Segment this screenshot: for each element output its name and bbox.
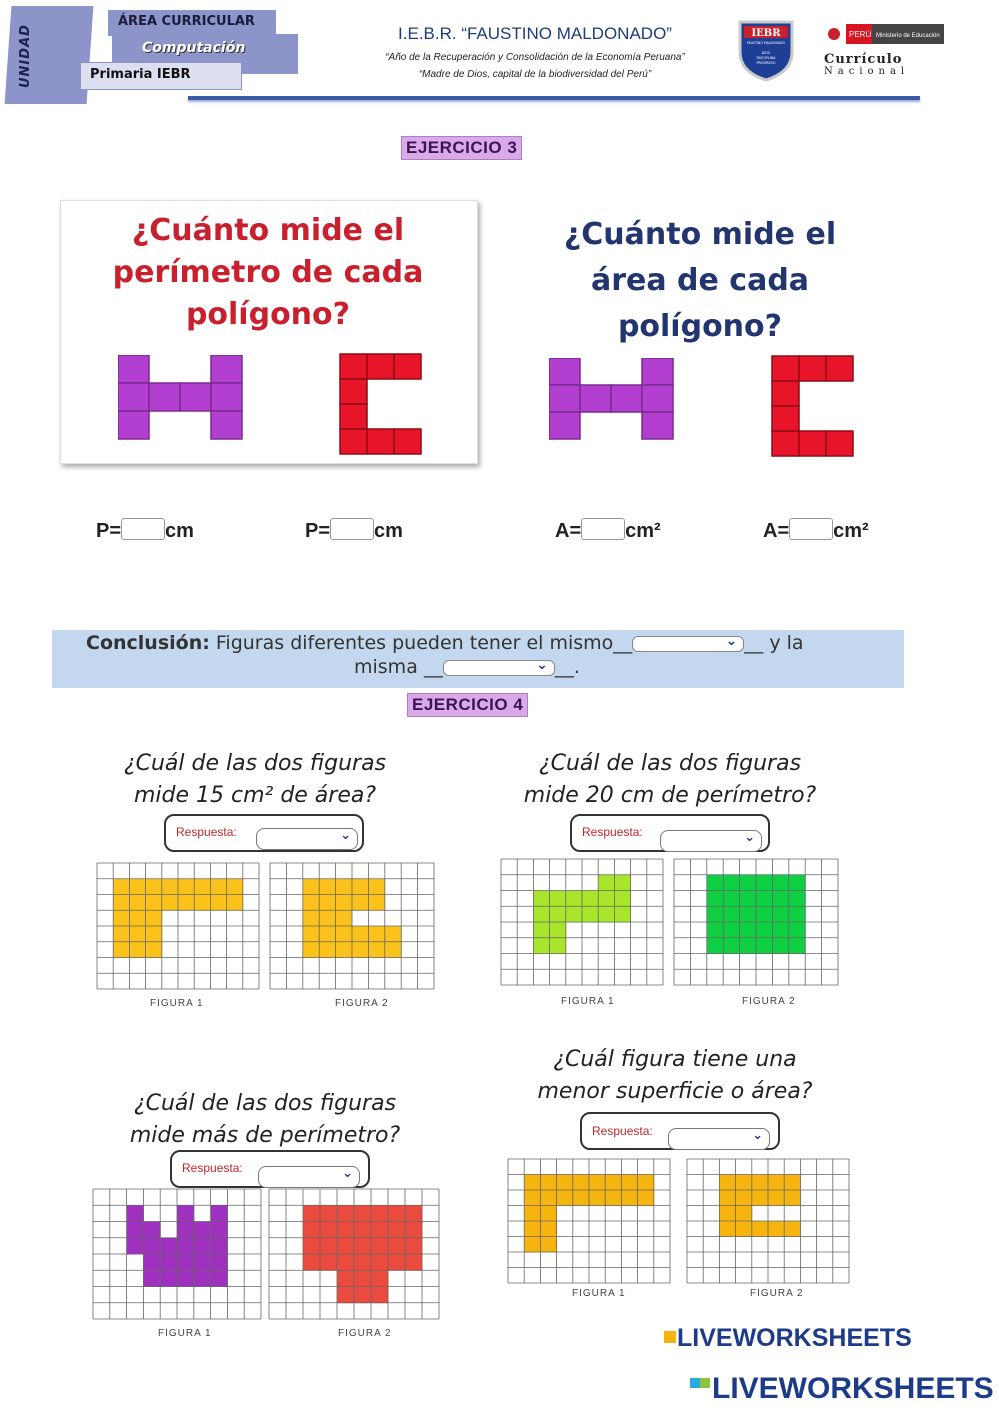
shaded-cell [789, 922, 806, 938]
shaded-cell [336, 879, 353, 895]
shaded-cell [723, 891, 740, 907]
exercise4-tag: EJERCICIO 4 [407, 693, 528, 717]
shaded-cell [540, 1190, 557, 1206]
shaded-cell [540, 1175, 557, 1191]
shaded-cell [113, 910, 130, 926]
conclusion-line2: misma __ ⌄ __. [354, 656, 580, 678]
shaded-cell [740, 891, 757, 907]
shaded-cell [178, 879, 195, 895]
shaded-cell [550, 922, 567, 938]
shaded-cell [621, 1175, 638, 1191]
perimeter-input-1[interactable] [121, 518, 165, 540]
shaded-cell [354, 1238, 372, 1255]
shaded-cell [127, 1205, 144, 1222]
shaded-cell [368, 926, 385, 942]
question-2: ¿Cuál de las dos figuras mide 20 cm de perímetro? [523, 751, 817, 808]
shaded-cell [756, 891, 773, 907]
shaded-cell [582, 891, 599, 907]
shaded-cell [194, 879, 211, 895]
shaded-cell [352, 942, 369, 958]
shaded-cell [336, 910, 353, 926]
shaded-cell [719, 1206, 736, 1222]
shaded-cell [772, 875, 789, 891]
shaded-cell [524, 1206, 541, 1222]
shaded-cell [736, 1206, 753, 1222]
shaded-cell [740, 906, 757, 922]
shaded-cell [598, 891, 615, 907]
shaded-cell [337, 1270, 355, 1287]
shaded-cell [573, 1175, 590, 1191]
answer-dropdown-2[interactable]: ⌄ [660, 830, 762, 852]
shaded-cell [320, 1222, 338, 1239]
shaded-cell [177, 1205, 194, 1222]
shaded-cell [768, 1175, 785, 1191]
shaded-cell [113, 879, 130, 895]
shaded-cell [303, 879, 320, 895]
motto-region: “Madre de Dios, capital de la biodiversidad del Perú” [418, 69, 652, 80]
liveworksheets-small-logo: LIVEWORKSHEETS [664, 1324, 912, 1353]
shaded-cell [405, 1254, 423, 1271]
shaded-cell [589, 1175, 606, 1191]
shaded-cell [707, 938, 724, 954]
svg-text:PERÚ: PERÚ [849, 30, 872, 39]
shaded-cell [752, 1175, 769, 1191]
grid-q1-figure1 [96, 862, 260, 990]
shaded-cell [319, 895, 336, 911]
shaded-cell [129, 942, 146, 958]
shaded-cell [303, 1222, 321, 1239]
shaded-cell [371, 1254, 389, 1271]
area-question: ¿Cuánto mide el área de cada polígono? [563, 217, 837, 344]
shaded-cell [566, 891, 583, 907]
shaded-cell [211, 1205, 228, 1222]
shaded-cell [146, 910, 163, 926]
shaded-cell [557, 1190, 574, 1206]
shaded-cell [524, 1175, 541, 1191]
shaded-cell [388, 1254, 406, 1271]
shaded-cell [540, 1221, 557, 1237]
shaded-cell [127, 1238, 144, 1255]
nacional-label: Nacional [824, 66, 910, 77]
shaded-cell [146, 926, 163, 942]
shaded-cell [550, 891, 567, 907]
shaded-cell [740, 875, 757, 891]
shaded-cell [772, 922, 789, 938]
shaded-cell [768, 1190, 785, 1206]
header-rule [188, 96, 920, 100]
figure1-label-q4: FIGURA 1 [572, 1288, 626, 1299]
svg-text:DISCIPLINA: DISCIPLINA [756, 56, 776, 60]
question-1: ¿Cuál de las dos figuras mide 15 cm² de área? [123, 751, 387, 808]
shaded-cell [320, 1238, 338, 1255]
grid-q1-figure2 [269, 862, 435, 990]
shaded-cell [533, 906, 550, 922]
conclusion-dropdown-1[interactable]: ⌄ [632, 636, 744, 652]
area-answer-1: A= cm² [555, 520, 661, 542]
shaded-cell [354, 1287, 372, 1304]
shaded-cell [368, 879, 385, 895]
shaded-cell [129, 926, 146, 942]
shaded-cell [211, 1254, 228, 1271]
grid-q3-figure1 [92, 1188, 262, 1320]
curriculo-label: Currículo [824, 52, 903, 67]
shaded-cell [320, 1254, 338, 1271]
shaded-cell [162, 895, 179, 911]
shaded-cell [723, 906, 740, 922]
shaded-cell [371, 1205, 389, 1222]
shaded-cell [752, 1190, 769, 1206]
shaded-cell [143, 1254, 160, 1271]
shaded-cell [127, 1222, 144, 1239]
shaded-cell [319, 926, 336, 942]
shaded-cell [129, 879, 146, 895]
shaded-cell [143, 1222, 160, 1239]
grid-q2-figure2 [673, 858, 839, 986]
shaded-cell [598, 906, 615, 922]
shaded-cell [303, 910, 320, 926]
shaded-cell [752, 1221, 769, 1237]
shaded-cell [589, 1190, 606, 1206]
grid-q3-figure2 [268, 1188, 440, 1320]
shaded-cell [352, 926, 369, 942]
shaded-cell [524, 1190, 541, 1206]
shaded-cell [557, 1175, 574, 1191]
shaded-cell [146, 895, 163, 911]
shaded-cell [533, 922, 550, 938]
level-label: Primaria IEBR [90, 67, 191, 82]
crest-text: IEBR [751, 28, 781, 39]
shaded-cell [605, 1175, 622, 1191]
shaded-cell [772, 938, 789, 954]
shaded-cell [319, 910, 336, 926]
shaded-cell [371, 1222, 389, 1239]
shaded-cell [756, 938, 773, 954]
respuesta-label-3: Respuesta: [182, 1161, 243, 1175]
shaded-cell [194, 1270, 211, 1287]
shaded-cell [719, 1175, 736, 1191]
question-4: ¿Cuál figura tiene una menor superficie o área? [537, 1047, 813, 1104]
shaded-cell [210, 895, 227, 911]
shaded-cell [736, 1221, 753, 1237]
liveworksheets-logo: LIVEWORKSHEETS [690, 1372, 994, 1406]
shaded-cell [772, 906, 789, 922]
subject-label: Computación [142, 40, 246, 56]
shaded-cell [211, 1238, 228, 1255]
motto-year: “Año de la Recuperación y Consolidación de la Economía Peruana” [385, 52, 685, 63]
shaded-cell [371, 1270, 389, 1287]
shaded-cell [385, 926, 402, 942]
exercise3-tag: EJERCICIO 3 [401, 136, 522, 160]
shaded-cell [352, 879, 369, 895]
shaded-cell [707, 906, 724, 922]
shaded-cell [789, 875, 806, 891]
shaded-cell [337, 1254, 355, 1271]
shaded-cell [303, 1205, 321, 1222]
shaded-cell [177, 1254, 194, 1271]
shaded-cell [707, 875, 724, 891]
shaded-cell [582, 906, 599, 922]
shaded-cell [524, 1221, 541, 1237]
shaded-cell [614, 906, 631, 922]
shaded-cell [177, 1270, 194, 1287]
shaded-cell [194, 1254, 211, 1271]
shaded-cell [614, 891, 631, 907]
shaded-cell [524, 1237, 541, 1253]
area-answer-2: A= cm² [763, 520, 869, 542]
shaded-cell [319, 942, 336, 958]
shaded-cell [385, 942, 402, 958]
shaded-cell [388, 1238, 406, 1255]
shaded-cell [740, 922, 757, 938]
shaded-cell [723, 875, 740, 891]
shaded-cell [303, 942, 320, 958]
shaded-cell [540, 1237, 557, 1253]
perimeter-answer-2: P= cm [305, 520, 403, 542]
shaded-cell [113, 895, 130, 911]
shaded-cell [707, 922, 724, 938]
svg-text:DIOS: DIOS [761, 51, 771, 55]
shaded-cell [789, 891, 806, 907]
svg-text:PROGRESO: PROGRESO [756, 61, 776, 65]
figure2-label-q3: FIGURA 2 [338, 1328, 392, 1339]
shaded-cell [129, 910, 146, 926]
shaded-cell [194, 895, 211, 911]
shaded-cell [723, 922, 740, 938]
shaded-cell [772, 891, 789, 907]
shaded-cell [211, 1222, 228, 1239]
shaded-cell [303, 926, 320, 942]
area-input-2[interactable] [789, 518, 833, 540]
area-input-1[interactable] [581, 518, 625, 540]
shaded-cell [337, 1205, 355, 1222]
conclusion-dropdown-2[interactable]: ⌄ [443, 660, 555, 676]
shaded-cell [162, 879, 179, 895]
shaded-cell [533, 938, 550, 954]
shaded-cell [789, 938, 806, 954]
shaded-cell [784, 1175, 801, 1191]
h-polygon-perimeter [118, 355, 244, 441]
shaded-cell [227, 895, 244, 911]
shaded-cell [227, 879, 244, 895]
question-3: ¿Cuál de las dos figuras mide más de perímetro? [129, 1091, 401, 1148]
shaded-cell [756, 875, 773, 891]
answer-dropdown-3[interactable]: ⌄ [258, 1166, 360, 1188]
shaded-cell [319, 879, 336, 895]
shaded-cell [405, 1222, 423, 1239]
shaded-cell [303, 1254, 321, 1271]
grid-q2-figure1 [500, 858, 664, 986]
unidad-label: UNIDAD [18, 24, 33, 88]
ministry-logo [826, 24, 944, 44]
shaded-cell [784, 1190, 801, 1206]
shaded-cell [405, 1205, 423, 1222]
shaded-cell [354, 1254, 372, 1271]
shaded-cell [368, 895, 385, 911]
grid-q4-figure1 [507, 1158, 671, 1284]
shaded-cell [337, 1287, 355, 1304]
shaded-cell [160, 1238, 177, 1255]
shaded-cell [354, 1205, 372, 1222]
answer-dropdown-1[interactable]: ⌄ [256, 828, 358, 850]
shaded-cell [566, 906, 583, 922]
shaded-cell [550, 906, 567, 922]
figure2-label-q2: FIGURA 2 [742, 996, 796, 1007]
shaded-cell [368, 942, 385, 958]
svg-text:Ministerio de Educación: Ministerio de Educación [876, 33, 940, 39]
shaded-cell [719, 1221, 736, 1237]
shaded-cell [723, 938, 740, 954]
respuesta-label-4: Respuesta: [592, 1124, 653, 1138]
c-polygon-perimeter [338, 352, 424, 456]
shaded-cell [320, 1205, 338, 1222]
shaded-cell [550, 938, 567, 954]
shaded-cell [146, 879, 163, 895]
shaded-cell [789, 906, 806, 922]
school-title: I.E.B.R. “FAUSTINO MALDONADO” [398, 24, 672, 43]
shaded-cell [736, 1175, 753, 1191]
shaded-cell [160, 1270, 177, 1287]
shaded-cell [303, 895, 320, 911]
shaded-cell [336, 926, 353, 942]
perimeter-question: ¿Cuánto mide el perímetro de cada polígono? [112, 213, 424, 332]
shaded-cell [146, 942, 163, 958]
shaded-cell [160, 1254, 177, 1271]
area-curricular-label: ÁREA CURRICULAR [118, 14, 255, 29]
shaded-cell [354, 1222, 372, 1239]
shaded-cell [129, 895, 146, 911]
shaded-cell [113, 942, 130, 958]
shaded-cell [143, 1270, 160, 1287]
shaded-cell [784, 1221, 801, 1237]
shaded-cell [533, 891, 550, 907]
h-polygon-area [549, 358, 675, 442]
conclusion-line1: Conclusión: Figuras diferentes pueden tener el mismo__ ⌄ __ y la [86, 632, 804, 654]
perimeter-answer-1: P= cm [96, 520, 194, 542]
shaded-cell [337, 1238, 355, 1255]
shaded-cell [719, 1190, 736, 1206]
shaded-cell [707, 891, 724, 907]
shaded-cell [614, 875, 631, 891]
shaded-cell [354, 1270, 372, 1287]
figure1-label-q3: FIGURA 1 [158, 1328, 212, 1339]
shaded-cell [352, 895, 369, 911]
shaded-cell [736, 1190, 753, 1206]
shaded-cell [638, 1190, 655, 1206]
shaded-cell [740, 938, 757, 954]
shaded-cell [337, 1222, 355, 1239]
shaded-cell [405, 1238, 423, 1255]
shaded-cell [371, 1287, 389, 1304]
shaded-cell [598, 875, 615, 891]
perimeter-input-2[interactable] [330, 518, 374, 540]
respuesta-label-2: Respuesta: [582, 825, 643, 839]
shaded-cell [540, 1206, 557, 1222]
shaded-cell [178, 895, 195, 911]
shaded-cell [143, 1238, 160, 1255]
shaded-cell [756, 922, 773, 938]
shaded-cell [194, 1238, 211, 1255]
shaded-cell [388, 1222, 406, 1239]
shaded-cell [336, 942, 353, 958]
school-crest-logo [736, 18, 796, 82]
shaded-cell [388, 1205, 406, 1222]
shaded-cell [638, 1175, 655, 1191]
figure1-label-q2: FIGURA 1 [561, 996, 615, 1007]
shaded-cell [768, 1221, 785, 1237]
shaded-cell [194, 1222, 211, 1239]
shaded-cell [605, 1190, 622, 1206]
shaded-cell [756, 906, 773, 922]
shaded-cell [336, 895, 353, 911]
svg-text:FAUSTINO MALDONADO: FAUSTINO MALDONADO [746, 41, 786, 45]
shaded-cell [573, 1190, 590, 1206]
shaded-cell [303, 1238, 321, 1255]
shaded-cell [621, 1190, 638, 1206]
grid-q4-figure2 [686, 1158, 850, 1284]
figure2-label-q1: FIGURA 2 [335, 998, 389, 1009]
shaded-cell [177, 1238, 194, 1255]
respuesta-label-1: Respuesta: [176, 825, 237, 839]
shaded-cell [211, 1270, 228, 1287]
answer-dropdown-4[interactable]: ⌄ [668, 1128, 770, 1150]
shaded-cell [113, 926, 130, 942]
shaded-cell [177, 1222, 194, 1239]
shaded-cell [210, 879, 227, 895]
shaded-cell [371, 1238, 389, 1255]
c-polygon-area [770, 354, 856, 458]
figure1-label-q1: FIGURA 1 [150, 998, 204, 1009]
figure2-label-q4: FIGURA 2 [750, 1288, 804, 1299]
